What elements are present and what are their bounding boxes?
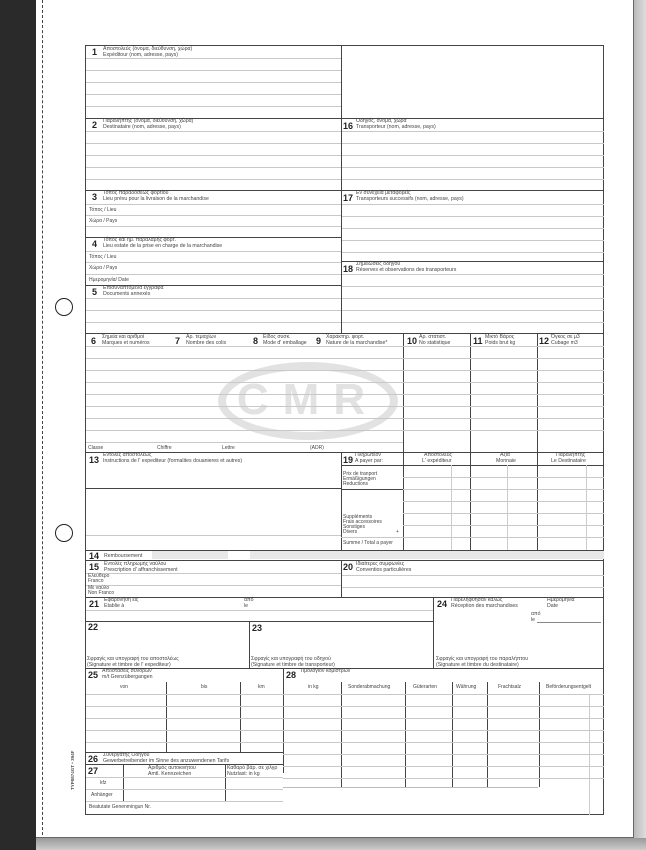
adr-chiffre-label: Chiffre: [157, 445, 172, 451]
field-number: 25: [88, 670, 99, 680]
col-sonderabmachung: Sonderabmachung: [348, 684, 391, 690]
field-number: 17: [343, 193, 354, 203]
place-label: Τόπος / Lieu: [89, 254, 117, 260]
franco-label: Ελεύθερο: [88, 573, 110, 579]
col-currency-gr: Αξία: [500, 452, 510, 458]
field-number: 2: [92, 120, 98, 130]
field-number: 7: [175, 336, 181, 346]
supplements-label: Sonstiges: [343, 524, 365, 530]
field-label-fr: Documents annexés: [103, 290, 151, 297]
field-label-fr: No statistique: [419, 339, 451, 346]
page-shadow: [634, 0, 646, 850]
field-label-gr: Συνεργάτης Οδηγού: [103, 752, 150, 758]
field-label-fr: Conventios particulières: [356, 566, 412, 573]
signature-label-fr: (Signature et timbre du destinataire): [436, 661, 519, 668]
field-number: 24: [437, 599, 448, 609]
field-label-gr: Τόπος παραδόσεως φορτίου: [103, 190, 169, 196]
field-label-gr: Μικτό Βάρος: [485, 334, 515, 340]
franco-label: Franco: [88, 578, 104, 584]
field-label-gr: Είδος συσκ.: [263, 334, 291, 340]
from-label: le: [531, 616, 536, 623]
field-label-fr: Etablie à: [104, 602, 125, 609]
col-von: von: [120, 684, 129, 690]
trailer-label: Anhänger: [91, 792, 113, 798]
field-number: 11: [473, 336, 483, 346]
field-number: 18: [343, 264, 354, 274]
field-number: 23: [252, 623, 263, 633]
col-consignee-gr: Παραλήπτης: [556, 452, 586, 458]
field-number: 14: [89, 551, 100, 561]
col-waehrung: Währung: [456, 684, 477, 690]
field-number: 4: [92, 239, 98, 249]
field-label-fr: Lieu prévu pour la livraison de la marchandise: [103, 195, 209, 202]
supplements-label: Divers: [343, 529, 358, 535]
col-consignee-fr: Le Destinataire: [551, 457, 586, 464]
binding-spine: [0, 0, 36, 850]
cmr-watermark-text: CMR: [236, 375, 380, 424]
signature-label-gr: Σφραγίς και υπογραφή του αποστολέως: [87, 656, 179, 662]
col-km: km: [258, 684, 265, 690]
field-label-gr: Τιμολόγιον κομίστρων: [300, 668, 351, 674]
field-label-fr: Prescription d' affranchissement: [104, 566, 178, 573]
field-label-gr: Σημεία και αριθμοί: [102, 334, 145, 340]
permit-label: Beatutate Genenmingun Nr.: [89, 804, 151, 810]
field-number: 19: [343, 455, 354, 465]
field-label-fr: Instructions de l' expediteur (formalites douanieres et autres): [103, 457, 243, 464]
field-number: 26: [88, 754, 99, 764]
col-bis: bis: [201, 684, 208, 690]
col-gueterarten: Güterarten: [413, 684, 437, 690]
field-number: 16: [343, 121, 354, 131]
from-label: le: [244, 602, 249, 609]
field-number: 28: [286, 670, 297, 680]
field-number: 12: [539, 336, 550, 346]
field-label-fr: Mode d' emballage: [263, 339, 307, 346]
field-number: 10: [407, 336, 418, 346]
col-sender-fr: L' expéditeur: [422, 457, 452, 464]
non-franco-label: Με ναύλο: [88, 585, 110, 591]
country-label: Χώρα / Pays: [89, 265, 118, 271]
field-label-gr: Τόπος και ημ. παραλαβής φορτ.: [103, 237, 177, 243]
field-label-gr: Αποστάσεις συνόρων: [102, 668, 152, 674]
field-label-gr: Παραλήπτης (όνομα, διεύθυνση, χώρα): [103, 118, 194, 124]
field-label-fr: Cubage m3: [551, 339, 578, 346]
field-label-gr: Χαρακτηρ. φορτ.: [326, 334, 365, 340]
col-in-kg: in kg: [308, 684, 319, 690]
signature-label-fr: (Signature et timbre de transporteur): [251, 661, 335, 668]
field-number: 8: [253, 336, 259, 346]
field-label-gr: Εντολές αποστολέως: [103, 452, 152, 458]
plate-label-gr: Αριθμός αυτοκινήτου: [148, 765, 196, 771]
date-label: Date: [547, 602, 558, 609]
field-number: 20: [343, 562, 354, 572]
field-number: 27: [88, 766, 99, 776]
load-label-de: Nutzlast: in kg: [227, 770, 260, 777]
field-number: 22: [88, 622, 99, 632]
adr-label: (ADR): [310, 445, 324, 451]
field-label-gr: Παρελήφθησαν καλώς: [451, 597, 503, 603]
field-number: 5: [92, 287, 98, 297]
from-label: από: [244, 597, 254, 603]
col-sender-gr: Αποστολεύς: [424, 452, 453, 458]
field-label-fr: Nature de la marchandise*: [326, 339, 388, 346]
field-label-gr: Αρ. τεμαχίων: [186, 334, 217, 340]
field-label-gr: Πληρωτέον: [355, 452, 381, 458]
load-label-gr: Καθαρό βάρ. σε χιλγρ: [227, 765, 278, 771]
field-label-fr: Expéditour (nom, adresse, pays): [103, 51, 178, 58]
col-frachtsalz: Frachtsalz: [498, 684, 522, 690]
adr-classe-label: Classe: [88, 445, 104, 451]
print-code: TYP8874GT • 394F: [70, 750, 75, 790]
col-befoerderungsentgelt: Beförderungsentgelt: [546, 684, 592, 690]
field-label-fr: Marques et numéros: [102, 339, 150, 346]
field-label-de: Gewerbetreibender im Sinne des anzuwendenen Tarifs: [103, 757, 230, 764]
country-label: Χώρα / Pays: [89, 218, 118, 224]
col-currency-fr: Monnaie: [496, 457, 516, 464]
signature-label-gr: Σφραγίς και υπογραφή του παραλήπτου: [436, 656, 529, 662]
field-label-fr: Transporteur (nom, adresse, pays): [356, 123, 436, 130]
place-label: Τόπος / Lieu: [89, 207, 117, 213]
field-number: 1: [92, 47, 98, 57]
field-label-gr: Όγκος σε μ3: [551, 334, 580, 340]
field-label-gr: Επισυναπτόμενα έγγραφα: [103, 285, 164, 291]
field-number: 3: [92, 192, 98, 202]
field-label-fr: Remboursement: [104, 553, 143, 559]
field-label-fr: Réserves et observations des transporteurs: [356, 266, 457, 273]
field-label-fr: Nombre des colis: [186, 339, 227, 346]
plate-label-de: Amtl. Kennzeichen: [148, 770, 192, 777]
field-number: 13: [89, 455, 100, 465]
signature-label-fr: (Signature et timbre de l' expediteur): [87, 661, 171, 668]
price-label: Ermäßigungen: [343, 476, 376, 482]
kfz-label: kfz: [100, 780, 107, 786]
field-label-fr: Transporteurs successifs (nom, adresse, pays): [356, 195, 464, 202]
field-label-gr: Εν συνεχεία μεταφορείς: [356, 190, 411, 196]
field-label-gr: Εφαρονήθη εις: [104, 597, 139, 603]
supplements-label: Frais accessoires: [343, 519, 382, 525]
field-label-de: m/t Grenzübergangen: [102, 673, 153, 680]
supplements-label: Suppléments: [343, 514, 373, 520]
plus-sign: +: [396, 529, 399, 535]
page-shadow: [36, 838, 646, 850]
field-label-gr: Αρ. στατιστ.: [419, 334, 447, 340]
price-label: Reductions: [343, 481, 369, 487]
field-label-fr: Lieu estate de la prise en charge de la marchandise: [103, 242, 223, 249]
field-number: 6: [91, 336, 97, 346]
field-label-gr: Σημειώσεις οδηγού: [356, 261, 401, 267]
field-label-gr: Ιδιαίτερες συμφωνίες: [356, 561, 405, 567]
field-label-gr: Εντολές πληρωμής ναύλου: [104, 561, 167, 567]
field-number: 15: [89, 562, 100, 572]
signature-label-gr: Σφραγίς και υπογραφή του οδηγού: [251, 656, 331, 662]
price-label: Prix de tranport: [343, 471, 378, 477]
adr-lettre-label: Lettre: [222, 445, 235, 451]
field-label-fr: Poids brut kg: [485, 339, 516, 346]
field-label-fr: A payer par:: [355, 457, 383, 464]
non-franco-label: Non Franco: [88, 590, 115, 596]
from-label: από: [531, 611, 541, 617]
field-number: 9: [316, 336, 322, 346]
field-label-fr: Destinataire (nom, adresse, pays): [103, 123, 181, 130]
total-label: Summe / Total a payer: [343, 540, 393, 546]
field-label-fr: Réception des marchandises: [451, 602, 518, 609]
field-label-gr: Οδηγός, όνομα, χώρα: [356, 118, 407, 124]
field-label-gr: Αποστολεύς (όνομα, διεύθυνση, χώρα): [103, 46, 193, 52]
date-label: Ημερομηνία/ Date: [89, 277, 129, 283]
date-label: Ημερομηνία: [547, 597, 575, 603]
field-number: 21: [89, 599, 100, 609]
